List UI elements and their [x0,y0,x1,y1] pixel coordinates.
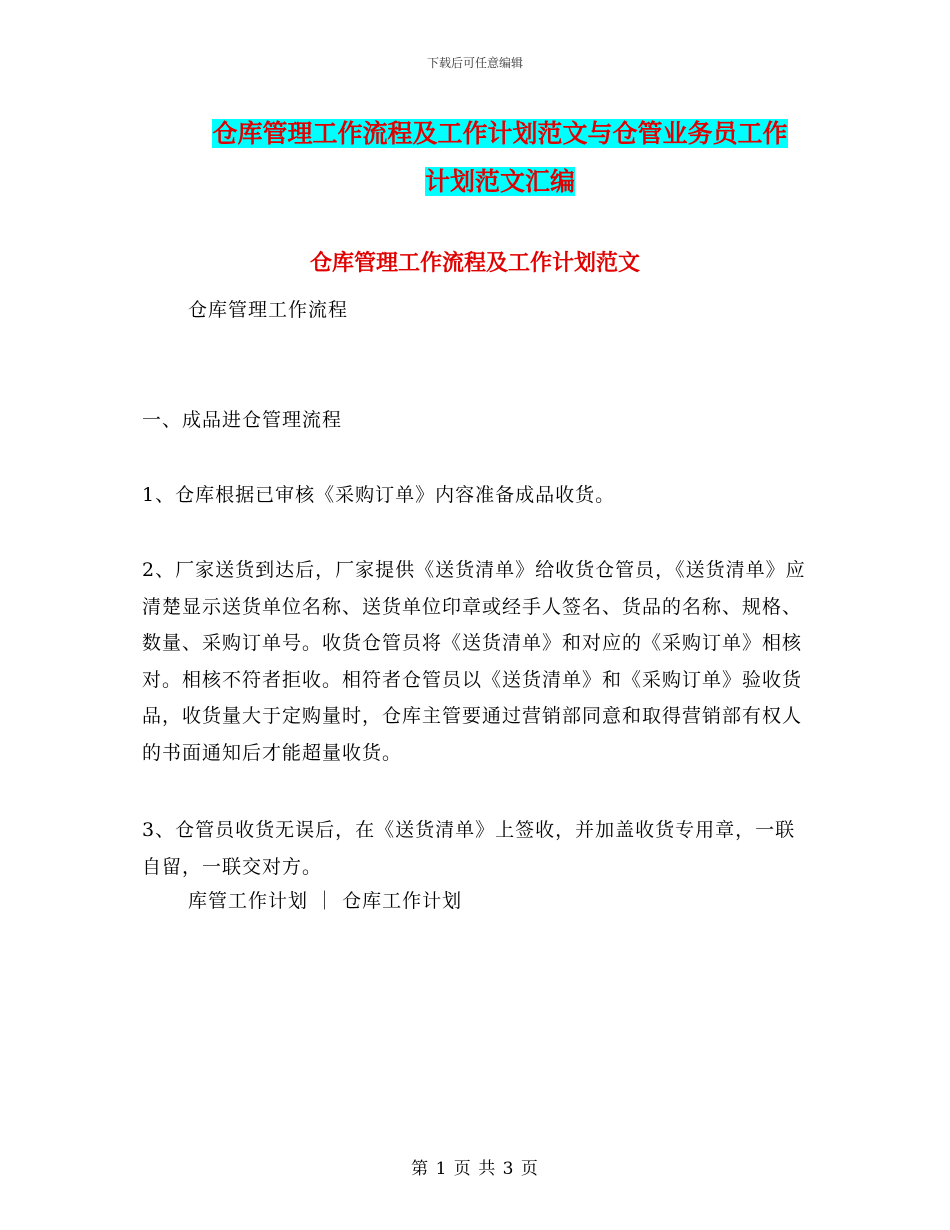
document-title [190,110,810,206]
subheading: 仓库管理工作流程 [188,299,349,321]
related-links[interactable]: 库管工作计划 ｜ 仓库工作计划 [188,890,463,912]
paragraph-1: 1、仓库根据已审核《采购订单》内容准备成品收货。 [142,484,616,506]
section-title: 仓库管理工作流程及工作计划范文 [309,250,640,276]
document-title-line-2: 计划范文汇编 [424,167,575,196]
paragraph-3: 3、仓管员收货无误后，在《送货清单》上签收，并加盖收货专用章，一联自留，一联交对方。 [142,819,796,878]
document-title-line-1: 仓库管理工作流程及工作计划范文与仓管业务员工作 [212,119,788,148]
page-footer: 第 1 页 共 3 页 [411,1159,539,1179]
header-note: 下载后可任意编辑 [426,56,523,70]
paragraph-2: 2、厂家送货到达后，厂家提供《送货清单》给收货仓管员，《送货清单》应清楚显示送货单位名称、送货单位印章或经手人签名、货品的名称、规格、数量、采购订单号。收货仓管员将《送货清单》和对应的《采购订单》相核对。相核不符者拒收。相符者仓管员以《送货清单》和《采购订单》验收货品，收货量大于定购量时，仓库主管要通过营销部同意和取得营销部有权人的书面通知后才能超量收货。 [142,559,806,764]
paragraph-heading-1: 一、成品进仓管理流程 [142,409,343,431]
